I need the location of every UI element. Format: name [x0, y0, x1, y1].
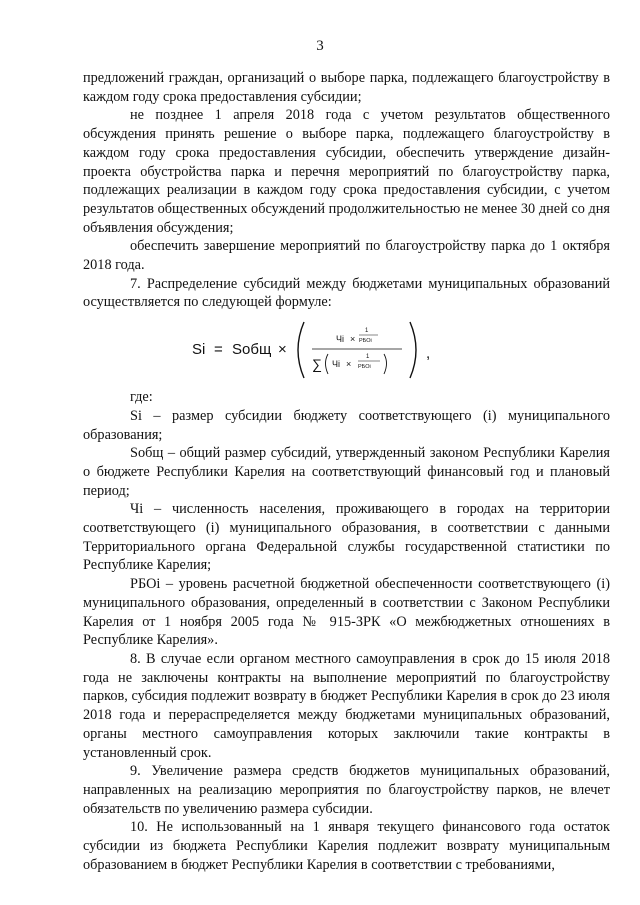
paragraph: 8. В случае если органом местного самоуправления в срок до 15 июля 2018 года не заключены контракты на выполнение мероприятий по благоустройству парков, субсидия подлежит возврату в бюджет Республики Карелия в срок до 23 июля 2018 года и перераспределяется между бюджетами муниципальных образований, органы местного самоуправления которых заключили такие контракты в установленный срок.	[83, 650, 610, 761]
formula-num-one: 1	[364, 328, 368, 335]
paragraph: Si – размер субсидии бюджету соответствующего (i) муниципального образования;	[83, 407, 610, 443]
formula-times: ×	[277, 341, 287, 359]
formula-den-one: 1	[365, 354, 369, 361]
formula-right-paren	[410, 322, 416, 378]
formula-equals: =	[213, 341, 223, 359]
formula-num-chi: Чi	[335, 334, 344, 345]
formula-comma: ,	[425, 345, 430, 363]
paragraph: 10. Не использованный на 1 января текущего финансового года остаток субсидии из бюджета Республики Карелия подлежит возврату муниципальным образованием в бюджет Республики Карелия в соответствии с требованиями,	[83, 819, 610, 873]
formula-sobshch: Sобщ	[231, 341, 271, 359]
where-label: где:	[130, 389, 153, 406]
distribution-formula	[83, 312, 610, 388]
formula-left-paren	[298, 322, 304, 378]
formula-den-times: ×	[345, 359, 351, 370]
paragraph: РБОi – уровень расчетной бюджетной обеспеченности соответствующего (i) муниципального образования, определенный в соответствии с Законом Республики Карелия от 1 ноября 2005 года № 915-ЗРК «О межбюджетных отношениях в Республике Карелия».	[83, 576, 610, 649]
document-body	[83, 69, 610, 874]
formula-den-right-paren	[384, 354, 387, 374]
formula-den-left-paren	[325, 354, 328, 374]
page-number: 3	[316, 38, 324, 54]
formula-sigma: ∑	[311, 356, 322, 373]
formula-svg	[192, 318, 532, 382]
paragraph: Sобщ – общий размер субсидий, утвержденный законом Республики Карелия о бюджете Республики Карелия на соответствующий финансовый год и плановый период;	[83, 445, 610, 499]
paragraph: Чi – численность населения, проживающего в городах на территории соответствующего (i) муниципального образования, в соответствии с данными Территориального органа Федеральной службы государственной статистики по Республике Карелия;	[83, 501, 610, 574]
paragraph: 7. Распределение субсидий между бюджетами муниципальных образований осуществляется по следующей формуле:	[83, 275, 610, 311]
paragraph: обеспечить завершение мероприятий по благоустройству парка до 1 октября 2018 года.	[83, 238, 610, 274]
formula-den-chi: Чi	[331, 359, 340, 370]
formula-den-rbo: РБОi	[357, 364, 371, 371]
paragraph: предложений граждан, организаций о выборе парка, подлежащего благоустройству в каждом году срока предоставления субсидии;	[83, 70, 610, 105]
formula-num-times: ×	[349, 334, 355, 345]
paragraph: 9. Увеличение размера средств бюджетов муниципальных образований, направленных на реализацию мероприятия по благоустройству парков, не влечет обязательств по увеличению размера субсидии.	[83, 763, 610, 817]
paragraph: не позднее 1 апреля 2018 года с учетом результатов общественного обсуждения принять решение о выборе парка, подлежащего благоустройству в каждом году срока предоставления субсидии, обеспечить утверждение дизайн-проекта обустройства парка и перечня мероприятий по благоустройству парка, подлежащих реализации в каждом году срока предоставления субсидии, с учетом результатов общественных обсуждений продолжительностью не менее 30 дней со дня объявления обсуждения;	[83, 107, 610, 236]
formula-si: Si	[191, 341, 205, 359]
formula-num-rbo: РБОi	[358, 338, 372, 345]
